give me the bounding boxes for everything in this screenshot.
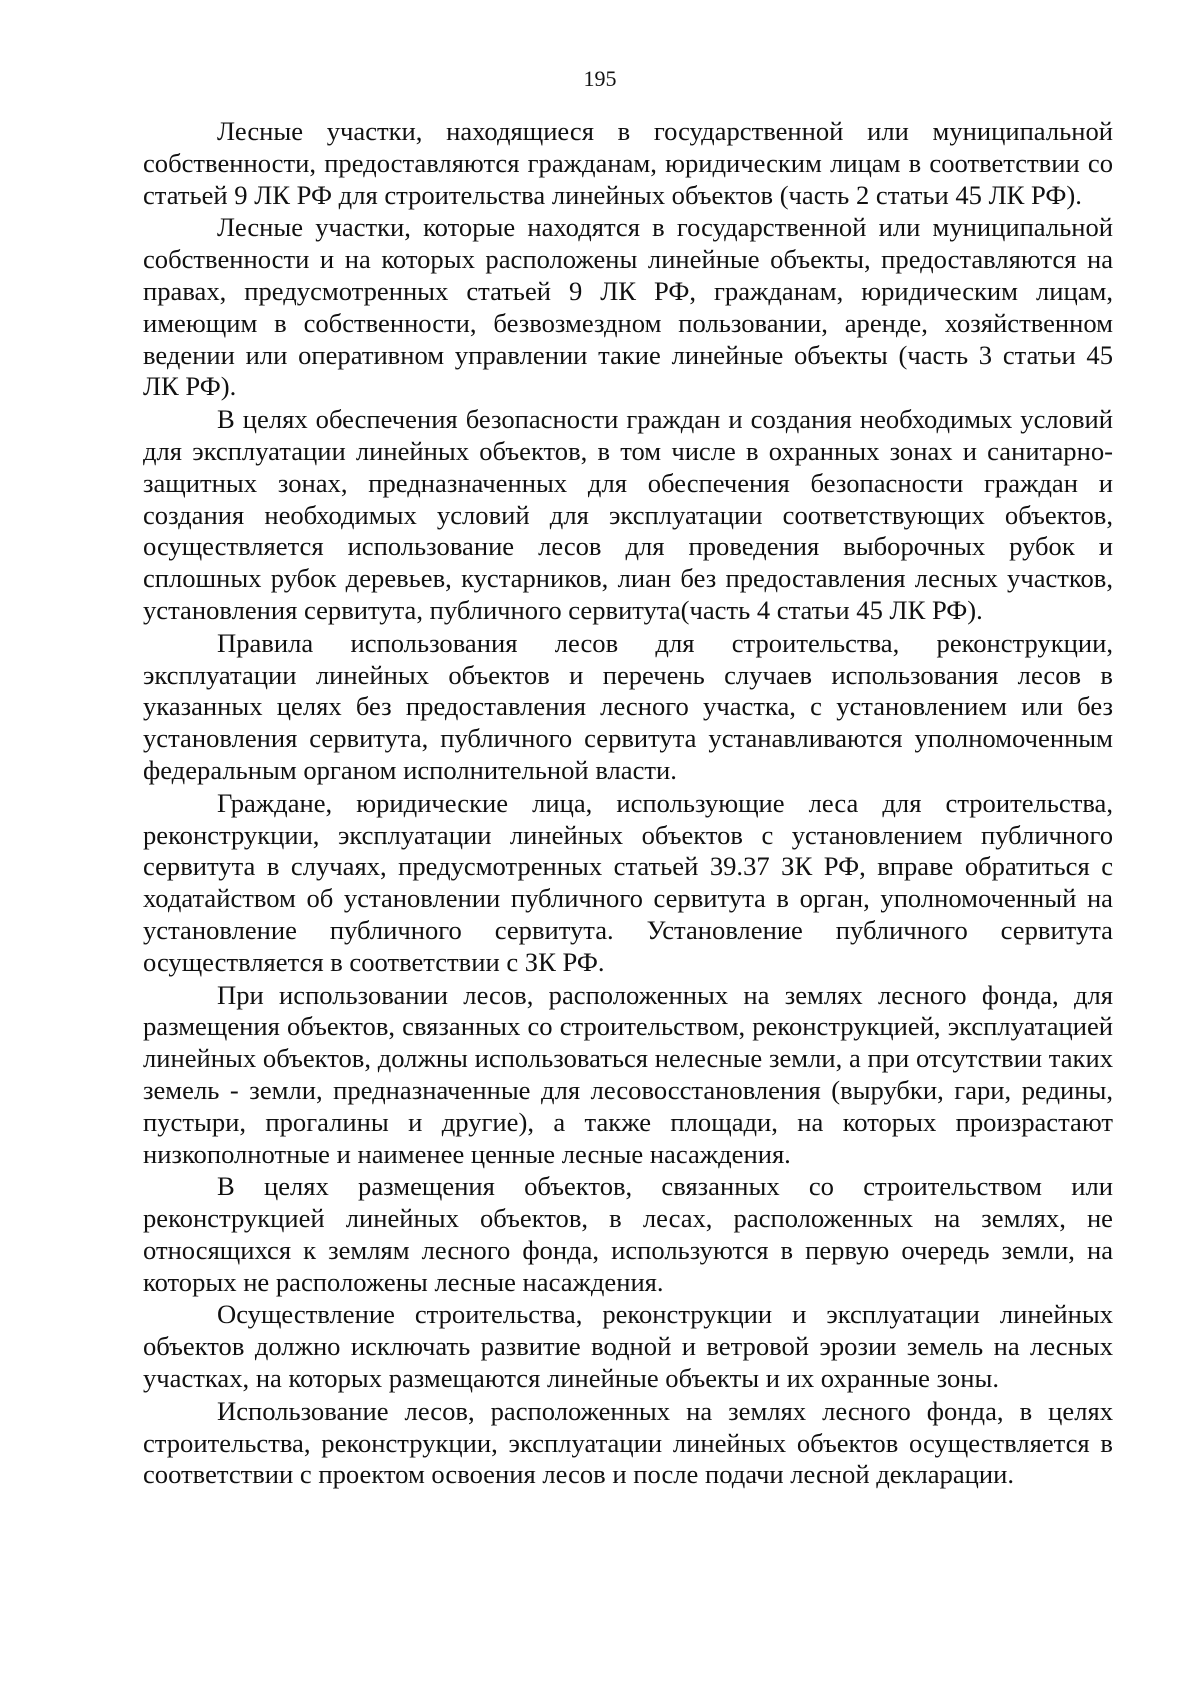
paragraph: Правила использования лесов для строительства, реконструкции, эксплуатации линейных объектов и перечень случаев использования лесов в указанных целях без предоставления лесного участка, с установлением или без установления сервитута, публичного сервитута устанавливаются уполномоченным федеральным органом исполнительной власти. [143,627,1113,785]
paragraph: В целях размещения объектов, связанных со строительством или реконструкцией линейных объектов, в лесах, расположенных на землях, не относящихся к землям лесного фонда, используются в первую очередь земли, на которых не расположены лесные насаждения. [143,1171,1113,1297]
body-text [143,116,1113,1491]
paragraph: Граждане, юридические лица, использующие леса для строительства, реконструкции, эксплуатации линейных объектов с установлением публичного сервитута в случаях, предусмотренных статьей 39.37 ЗК РФ, вправе обратиться с ходатайством об установлении публичного сервитута в орган, уполномоченный на установление публичного сервитута. Установление публичного сервитута осуществляется в соответствии с ЗК РФ. [143,787,1113,977]
paragraph: Лесные участки, которые находятся в государственной или муниципальной собственности и на которых расположены линейные объекты, предоставляются на правах, предусмотренных статьей 9 ЛК РФ, гражданам, юридическим лицам, имеющим в собственности, безвозмездном пользовании, аренде, хозяйственном ведении или оперативном управлении такие линейные объекты (часть 3 статьи 45 ЛК РФ). [143,212,1113,402]
paragraph: При использовании лесов, расположенных на землях лесного фонда, для размещения объектов, связанных со строительством, реконструкцией, эксплуатацией линейных объектов, должны использоваться нелесные земли, а при отсутствии таких земель - земли, предназначенные для лесовосстановления (вырубки, гари, редины, пустыри, прогалины и другие), а также площади, на которых произрастают низкополнотные и наименее ценные лесные насаждения. [143,979,1113,1169]
paragraph: Использование лесов, расположенных на землях лесного фонда, в целях строительства, реконструкции, эксплуатации линейных объектов осуществляется в соответствии с проектом освоения лесов и после подачи лесной декларации. [143,1395,1113,1490]
paragraph: Лесные участки, находящиеся в государственной или муниципальной собственности, предоставляются гражданам, юридическим лицам в соответствии со статьей 9 ЛК РФ для строительства линейных объектов (часть 2 статьи 45 ЛК РФ). [143,116,1113,210]
paragraph: В целях обеспечения безопасности граждан и создания необходимых условий для эксплуатации линейных объектов, в том числе в охранных зонах и санитарно-защитных зонах, предназначенных для обеспечения безопасности граждан и создания необходимых условий для эксплуатации соответствующих объектов, осуществляется использование лесов для проведения выборочных рубок и сплошных рубок деревьев, кустарников, лиан без предоставления лесных участков, установления сервитута, публичного сервитута(часть 4 статьи 45 ЛК РФ). [143,404,1113,625]
paragraph: Осуществление строительства, реконструкции и эксплуатации линейных объектов должно исключать развитие водной и ветровой эрозии земель на лесных участках, на которых размещаются линейные объекты и их охранные зоны. [143,1299,1113,1394]
page-number: 195 [583,66,617,91]
